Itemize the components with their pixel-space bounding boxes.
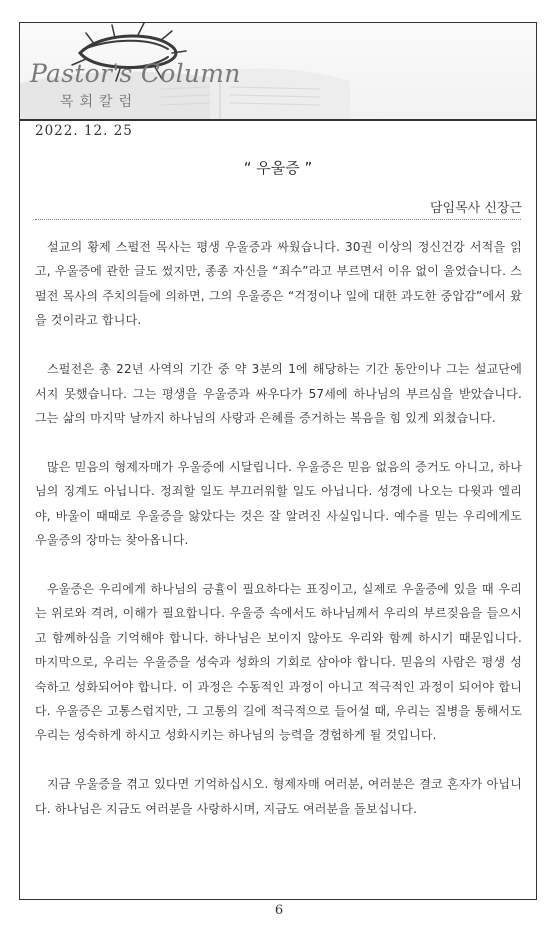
dotted-divider xyxy=(35,219,521,220)
document-title: “ 우울증 ” xyxy=(243,159,313,177)
column-subtitle: 목회칼럼 xyxy=(60,94,139,110)
column-title: Pastor's Column xyxy=(30,59,241,88)
page-number: 6 xyxy=(274,903,284,918)
paragraph: 우울증은 우리에게 하나님의 긍휼이 필요하다는 표징이고, 실제로 우울증에 있을 때 우리는 위로와 격려, 이해가 필요합니다. 우울증 속에서도 하나님께서 우리의 부르짖음을 들으시고 함께하심을 기억해야 합니다. 하나님은 보이지 않아도 우리와 함께 하시기 때문입니다. 마지막으로, 우리는 우울증을 성숙과 성화의 기회로 삼아야 합니다. 믿음의 사람은 평생 성숙하고 성화되어야 합니다. 이 과정은 수동적인 과정이 아니고 적극적인 과정이 되어야 합니다. 우울증은 고통스럽지만, 그 고통의 길에 적극적으로 들어설 때, 우리는 질병을 통해서도 우리는 성숙하게 하시고 성화시키는 하나님의 능력을 경험하게 될 것입니다. xyxy=(35,581,522,743)
paragraph: 지금 우울증을 겪고 있다면 기억하십시오. 형제자매 여러분, 여러분은 결코 혼자가 아닙니다. 하나님은 지금도 여러분을 사랑하시며, 지금도 여러분을 돌보십니다. xyxy=(35,777,522,816)
document-body xyxy=(35,235,522,846)
paragraph: 많은 믿음의 형제자매가 우울증에 시달립니다. 우울증은 믿음 없음의 증거도 아니고, 하나님의 징계도 아닙니다. 정죄할 일도 부끄러워할 일도 아닙니다. 성경에 나오는 다윗과 엘리야, 바울이 때때로 우울증을 앓았다는 것은 잘 알려진 사실입니다. 예수를 믿는 우리에게도 우울증의 장마는 찾아옵니다. xyxy=(35,459,522,548)
document-author: 담임목사 신장근 xyxy=(429,201,522,216)
column-frame xyxy=(19,22,537,900)
paragraph: 스펄전은 총 22년 사역의 기간 중 약 3분의 1에 해당하는 기간 동안이나 그는 설교단에 서지 못했습니다. 그는 평생을 우울증과 싸우다가 57세에 하나님의 부르심을 받았습니다. 그는 삶의 마지막 날까지 하나님의 사랑과 은혜를 증거하는 복음을 힘 있게 외쳤습니다. xyxy=(35,362,522,425)
paragraph: 설교의 황제 스펄전 목사는 평생 우울증과 싸웠습니다. 30권 이상의 정신건강 서적을 읽고, 우울증에 관한 글도 썼지만, 종종 자신을 “죄수”라고 부르면서 이유 없이 울었습니다. 스펄전 목사의 주치의들에 의하면, 그의 우울증은 “걱정이나 일에 대한 과도한 중압감”에서 왔을 것이라고 합니다. xyxy=(35,240,522,328)
column-banner xyxy=(20,23,536,121)
document-date: 2022. 12. 25 xyxy=(35,123,133,139)
